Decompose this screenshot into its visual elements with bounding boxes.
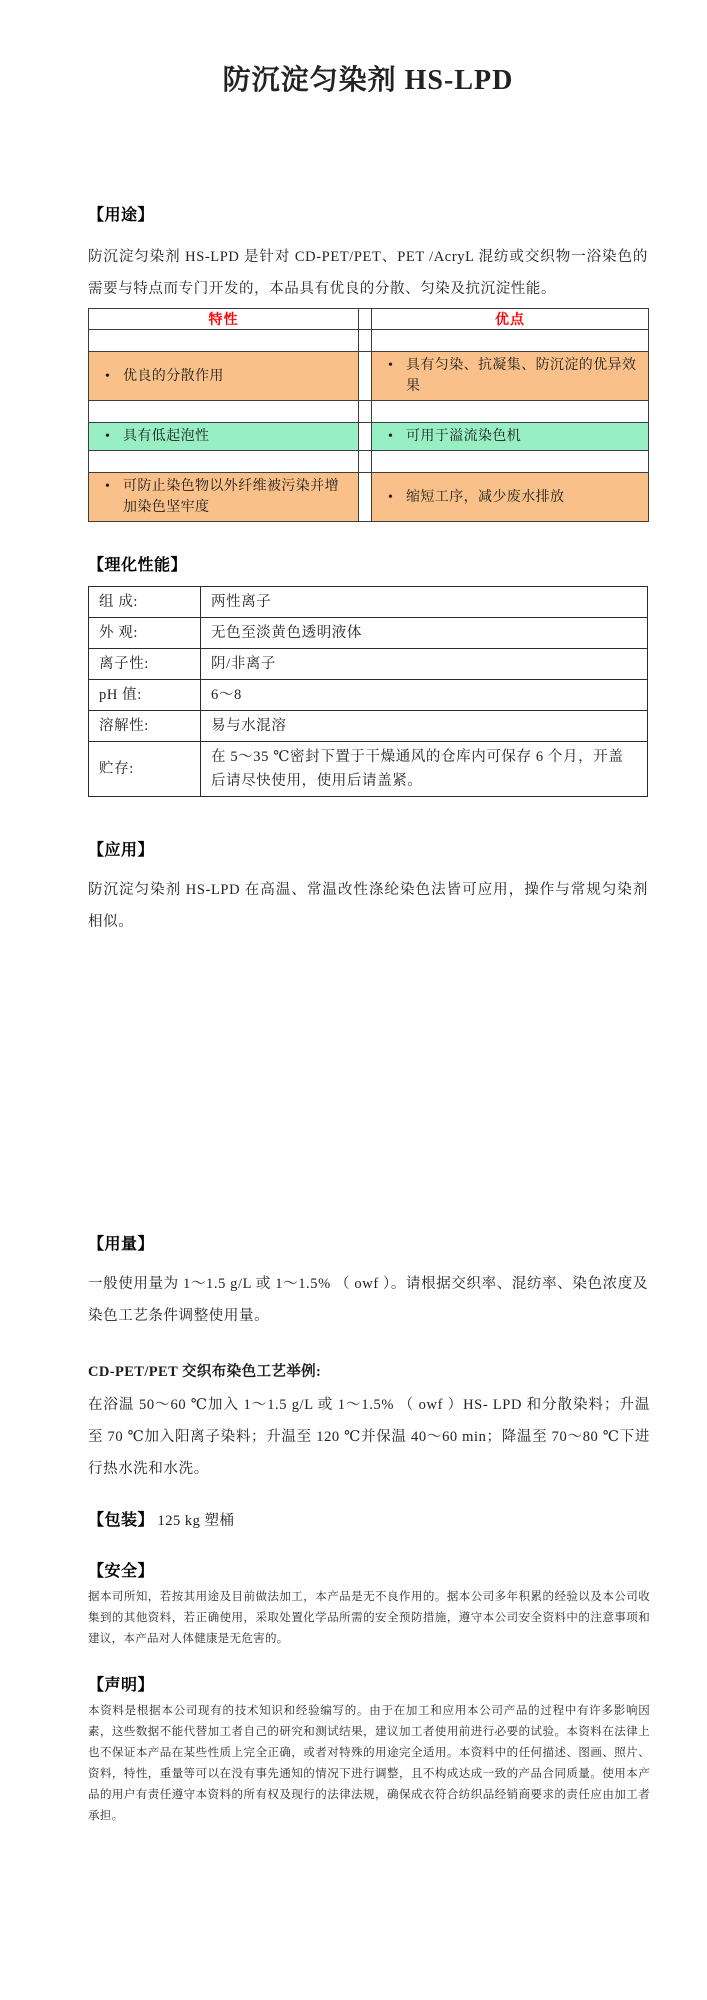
bullet-icon: • [105,479,111,494]
property-label: 溶解性: [89,711,201,742]
table-gap-cell [359,352,372,401]
process-example-heading: CD-PET/PET 交织布染色工艺举例: [88,1364,322,1380]
bullet-icon: • [388,489,394,505]
table-gap-cell [359,330,372,352]
property-row [89,587,648,618]
advantage-cell-text: 具有匀染、抗凝集、防沉淀的优异效果 [406,358,637,394]
advantage-cell-text: 可用于溢流染色机 [406,429,522,444]
bullet-icon: • [388,429,394,444]
application-heading: 【应用】 [88,842,155,859]
table-gap-cell [359,309,372,330]
spacer-cell [372,330,649,352]
property-value: 在 5～35 ℃密封下置于干燥通风的仓库内可保存 6 个月，开盖后请尽快使用，使用后请盖紧。 [201,742,648,797]
spacer-row [89,451,649,473]
feature-row [89,473,649,522]
table-gap-cell [359,423,372,451]
property-row [89,742,648,797]
property-label: 贮存: [89,742,201,797]
spacer-row [89,401,649,423]
bullet-icon: • [388,358,394,373]
spacer-cell [372,401,649,423]
property-row [89,711,648,742]
properties-heading: 【理化性能】 [88,557,188,574]
advantage-cell-text: 缩短工序，减少废水排放 [406,489,565,505]
packaging-line [88,1507,648,1530]
feature-cell [89,352,359,401]
dosage-paragraph: 一般使用量为 1～1.5 g/L 或 1～1.5% （ owf ）。请根据交织率、混纺率、染色浓度及染色工艺条件调整使用量。 [88,1276,648,1324]
usage-heading: 【用途】 [88,207,155,224]
spacer-cell [89,330,359,352]
property-label: 组 成: [89,587,201,618]
feature-cell-text: 可防止染色物以外纤维被污染并增加染色坚牢度 [123,479,339,515]
spacer-cell [89,451,359,473]
packaging-value: 125 kg 塑桶 [157,1513,235,1529]
feature-row [89,352,649,401]
property-label: pH 值: [89,680,201,711]
property-value: 易与水混溶 [201,711,648,742]
features-advantages-table [88,308,649,522]
advantage-cell [372,473,649,522]
property-value: 无色至淡黄色透明液体 [201,618,648,649]
property-label: 离子性: [89,649,201,680]
page-title: 防沉淀匀染剂 HS-LPD [222,65,514,96]
property-value: 6～8 [201,680,648,711]
spacer-cell [89,401,359,423]
process-example-paragraph: 在浴温 50～60 ℃加入 1～1.5 g/L 或 1～1.5% （ owf ）HS- LPD 和分散染料；升温至 70 ℃加入阳离子染料；升温至 120 ℃并保温 40～60 min；降温至 70～80 ℃下进行热水洗和水洗。 [88,1397,650,1477]
table-gap-cell [359,473,372,522]
features-header-row [89,309,649,330]
property-row [89,618,648,649]
safety-paragraph: 据本司所知，若按其用途及目前做法加工，本产品是无不良作用的。据本公司多年积累的经验以及本公司收集到的其他资料，若正确使用，采取处置化学品所需的安全预防措施，遵守本公司安全资料中的注意事项和建议，本产品对人体健康是无危害的。 [88,1591,650,1645]
property-label: 外 观: [89,618,201,649]
safety-heading: 【安全】 [88,1563,155,1580]
blank-gap [88,938,648,1231]
statement-paragraph: 本资料是根据本公司现有的技术知识和经验编写的。由于在加工和应用本公司产品的过程中有许多影响因素，这些数据不能代替加工者自己的研究和测试结果，建议加工者使用前进行必要的试验。本资料在法律上也不保证本产品在某些性质上完全正确，或者对特殊的用途完全适用。本资料中的任何描述、图画、照片、资料，特性，重量等可以在没有事先通知的情况下进行调整，且不构成达成一致的产品合同质量。使用本产品的用户有责任遵守本资料的所有权及现行的法律法规，确保成衣符合纺织品经销商要求的责任应由加工者承担。 [88,1705,650,1822]
advantages-header-cell: 优点 [372,309,649,330]
property-row [89,649,648,680]
feature-cell-text: 具有低起泡性 [123,429,210,444]
bullet-icon: • [105,368,111,384]
feature-row [89,423,649,451]
spacer-cell [372,451,649,473]
feature-cell-text: 优良的分散作用 [123,368,224,384]
statement-heading: 【声明】 [88,1677,155,1694]
spacer-row [89,330,649,352]
property-row [89,680,648,711]
property-value: 阴/非离子 [201,649,648,680]
property-value: 两性离子 [201,587,648,618]
dosage-heading: 【用量】 [88,1236,155,1253]
packaging-heading: 【包装】 [88,1512,155,1529]
features-header-cell: 特性 [89,309,359,330]
table-gap-cell [359,451,372,473]
feature-cell [89,423,359,451]
bullet-icon: • [105,429,111,444]
physical-properties-table [88,586,648,797]
table-gap-cell [359,401,372,423]
advantage-cell [372,352,649,401]
feature-cell [89,473,359,522]
advantage-cell [372,423,649,451]
application-paragraph: 防沉淀匀染剂 HS-LPD 在高温、常温改性涤纶染色法皆可应用，操作与常规匀染剂相似。 [88,882,648,930]
usage-paragraph: 防沉淀匀染剂 HS-LPD 是针对 CD-PET/PET、PET /AcryL 混纺或交织物一浴染色的需要与特点而专门开发的，本品具有优良的分散、匀染及抗沉淀性能。 [88,249,648,297]
